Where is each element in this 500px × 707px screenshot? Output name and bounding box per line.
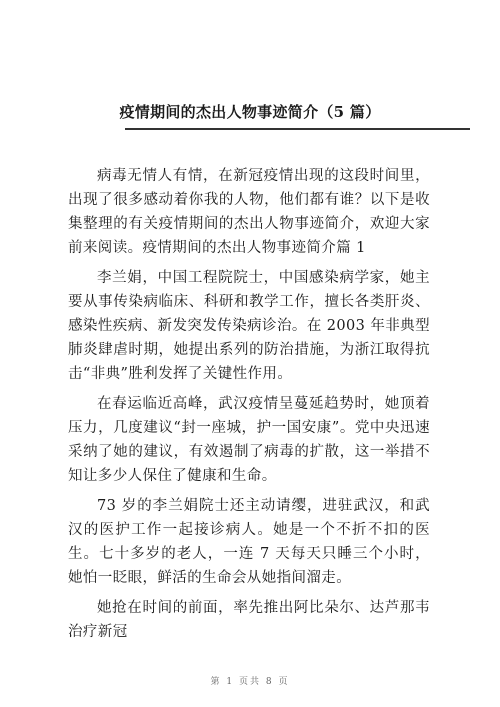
title-divider (125, 128, 470, 130)
paragraph-frontline-work: 73 岁的李兰娟院士还主动请缨，进驻武汉，和武汉的医护工作一起接诊病人。她是一个不折不扣的医生。七十多岁的老人，一连 7 天每天只睡三个小时，她怕一眨眼，鲜活的生命会从她指间溜走。 (68, 498, 430, 586)
paragraph-intro: 病毒无情人有情，在新冠疫情出现的这段时间里，出现了很多感动着你我的人物，他们都有谁？以下是收集整理的有关疫情期间的杰出人物事迹简介，欢迎大家前来阅读。疫情期间的杰出人物事迹简介篇 1 (68, 168, 430, 256)
paragraph-li-lanjuan-bio: 李兰娟，中国工程院院士，中国感染病学家，她主要从事传染病临床、科研和教学工作，擅长各类肝炎、感染性疾病、新发突发传染病诊治。在 2003 年非典型肺炎肆虐时期，她提出系列的防治措施，为浙江取得抗击“非典”胜利发挥了关键性作用。 (68, 270, 430, 382)
document-body (68, 164, 430, 650)
paragraph-wuhan-advice: 在春运临近高峰，武汉疫情呈蔓延趋势时，她顶着压力，几度建议“封一座城，护一国安康”。党中央迅速采纳了她的建议，有效遏制了病毒的扩散，这一举措不知让多少人保住了健康和生命。 (68, 396, 430, 484)
paragraph-treatment: 她抢在时间的前面，率先推出阿比朵尔、达芦那韦治疗新冠 (68, 600, 430, 640)
document-title: 疫情期间的杰出人物事迹简介（5 篇） (119, 103, 381, 121)
page-number-footer: 第 1 页共 8 页 (210, 677, 290, 687)
